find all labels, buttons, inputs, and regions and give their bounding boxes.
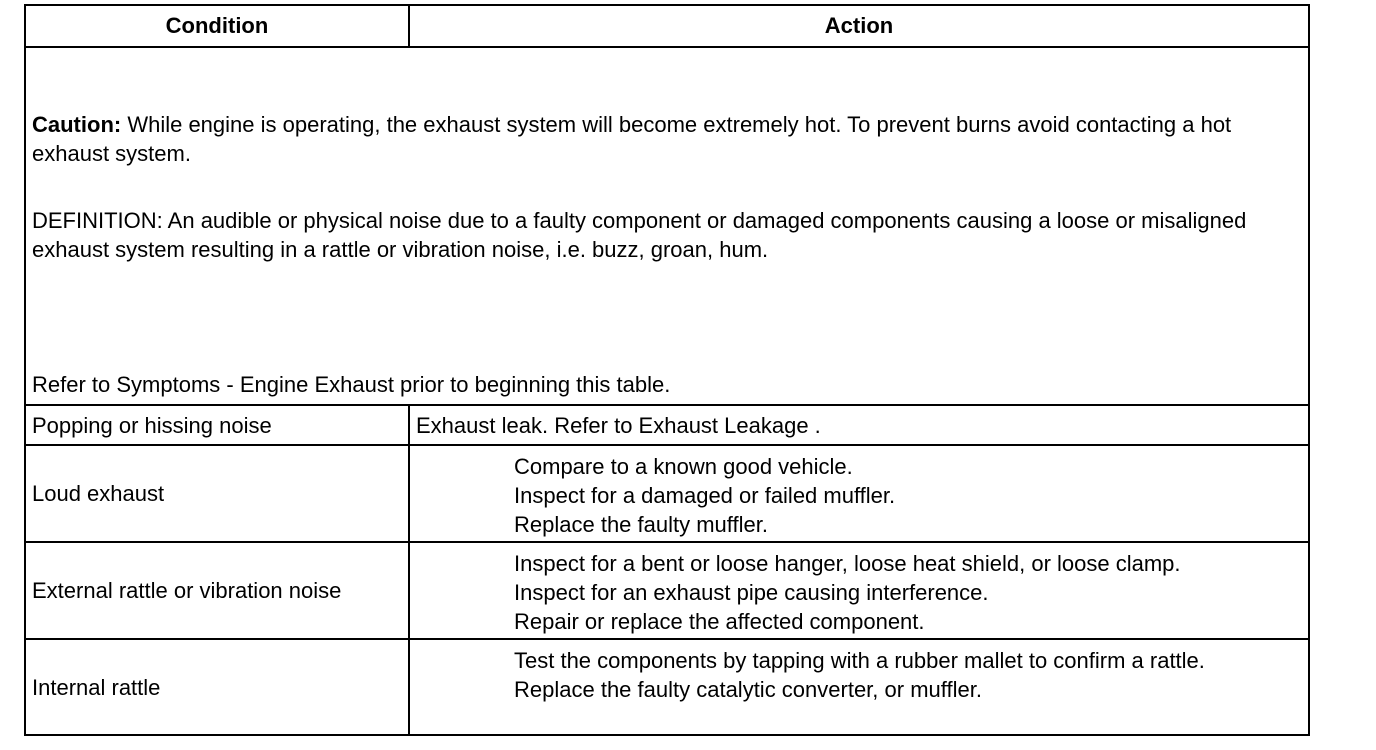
condition-column-header: Condition xyxy=(26,6,410,46)
action-line: Inspect for a damaged or failed muffler. xyxy=(514,483,896,508)
action-line: Repair or replace the affected component. xyxy=(514,609,925,634)
action-line: Replace the faulty muffler. xyxy=(514,512,768,537)
action-line: Exhaust leak. Refer to Exhaust Leakage . xyxy=(416,412,821,438)
condition-cell: Popping or hissing noise xyxy=(26,406,410,444)
caution-label: Caution: xyxy=(32,112,122,137)
definition-note: DEFINITION: An audible or physical noise due to a faulty component or damaged components causing a loose or misaligned exhaust system resulting in a rattle or vibration noise, i.e. buzz, groan, hum. xyxy=(32,208,1247,262)
caution-note xyxy=(32,110,1302,168)
table-row xyxy=(26,444,1308,541)
condition-cell: Internal rattle xyxy=(26,640,410,734)
action-cell xyxy=(410,446,1308,541)
action-line: Test the components by tapping with a rubber mallet to confirm a rattle. xyxy=(514,648,1205,673)
action-column-header: Action xyxy=(824,13,894,38)
diagnostic-table xyxy=(24,4,1310,736)
caution-text: While engine is operating, the exhaust system will become extremely hot. To prevent burns avoid contacting a hot exhaust system. xyxy=(32,112,1232,166)
action-line: Compare to a known good vehicle. xyxy=(514,454,853,479)
action-cell xyxy=(410,543,1308,638)
condition-cell: External rattle or vibration noise xyxy=(26,543,410,638)
action-cell xyxy=(410,406,1308,444)
table-row xyxy=(26,541,1308,638)
action-line: Inspect for a bent or loose hanger, loose heat shield, or loose clamp. xyxy=(514,551,1181,576)
action-line: Inspect for an exhaust pipe causing interference. xyxy=(514,580,989,605)
notes-row xyxy=(26,46,1308,404)
table-row xyxy=(26,404,1308,444)
condition-cell: Loud exhaust xyxy=(26,446,410,541)
table-row xyxy=(26,638,1308,734)
table-header-row xyxy=(26,6,1308,46)
action-cell xyxy=(410,640,1308,734)
refer-note: Refer to Symptoms - Engine Exhaust prior to beginning this table. xyxy=(32,372,671,397)
action-line: Replace the faulty catalytic converter, or muffler. xyxy=(514,677,982,702)
